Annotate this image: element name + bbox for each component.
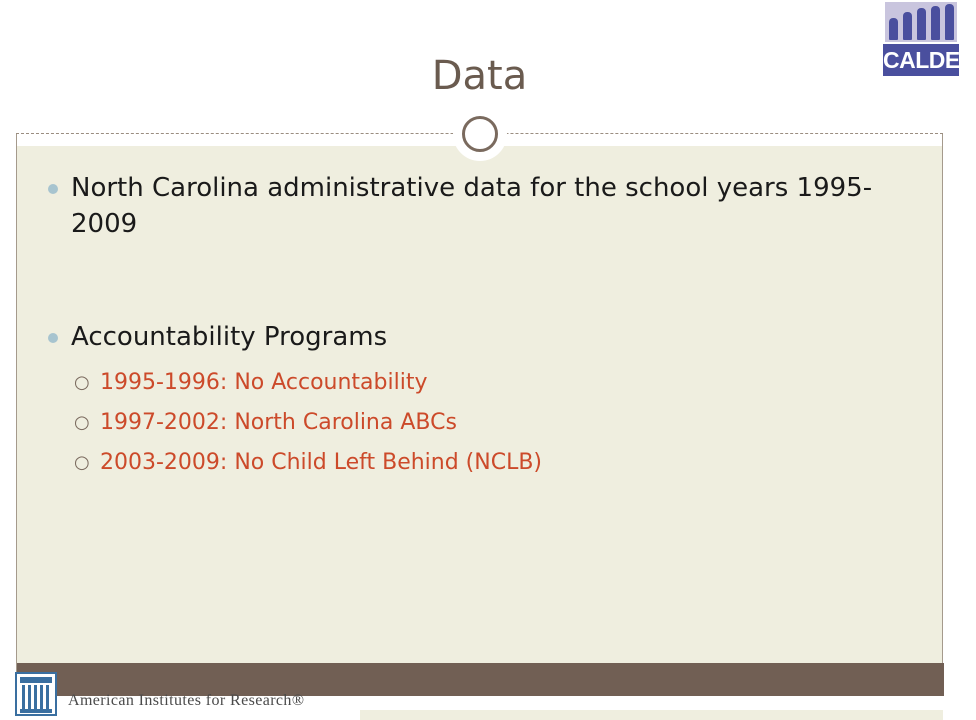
calder-logo	[881, 0, 976, 78]
hollow-square-bullet-icon: ○	[74, 452, 90, 473]
sub-bullet-text: 2003-2009: No Child Left Behind (NCLB)	[100, 450, 543, 475]
bullet-item	[48, 319, 908, 355]
slide-title: Data	[431, 53, 528, 99]
air-logo-text: American Institutes for Research®	[68, 692, 305, 709]
bullet-text: Accountability Programs	[71, 322, 388, 352]
sub-bullet-item	[48, 409, 908, 437]
bullet-item	[48, 170, 908, 242]
bullet-list	[48, 170, 908, 477]
bullet-dot-icon	[48, 184, 58, 194]
sub-bullet-text: 1997-2002: North Carolina ABCs	[100, 410, 457, 435]
bullet-dot-icon	[48, 333, 58, 343]
calder-logo-text: CALDER	[883, 44, 959, 76]
sub-bullet-item	[48, 449, 908, 477]
bullet-text: North Carolina administrative data for the school years 1995-2009	[71, 173, 873, 239]
sub-bullet-item	[48, 369, 908, 397]
hollow-square-bullet-icon: ○	[74, 372, 90, 393]
air-building-icon	[14, 669, 58, 717]
hollow-square-bullet-icon: ○	[74, 412, 90, 433]
ring-ornament-icon	[453, 107, 507, 161]
children-figures-icon	[885, 2, 957, 42]
footer-cream-band	[360, 710, 943, 720]
sub-bullet-text: 1995-1996: No Accountability	[100, 370, 428, 395]
